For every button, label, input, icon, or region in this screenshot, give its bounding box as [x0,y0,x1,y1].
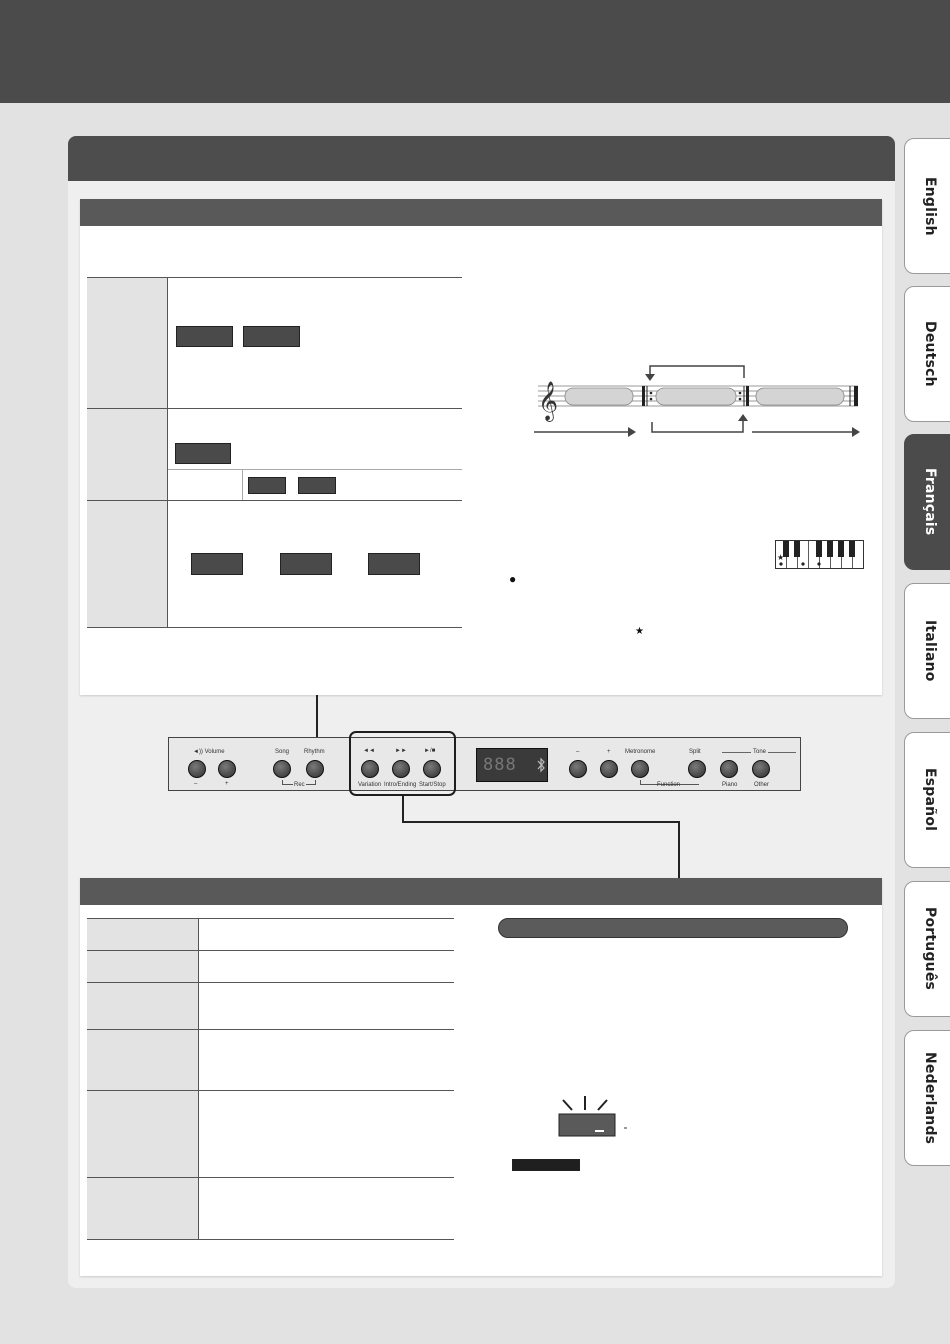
volume-down-button[interactable] [188,760,206,778]
note-label-graphic [512,1159,580,1171]
led-display: 888 [476,748,548,782]
piano-button[interactable] [720,760,738,778]
other-label: Other [754,782,770,788]
rec-label: Rec [294,782,305,788]
variation-label: Variation [358,782,382,788]
rhythm-button[interactable] [306,760,324,778]
function-label: Function [657,782,681,788]
treble-clef-icon: 𝄞 [538,381,559,421]
tab-espanol[interactable]: Español [904,732,950,868]
plus-label: + [607,749,611,755]
song-label: Song [275,749,290,755]
volume-up-button[interactable] [218,760,236,778]
minus-label: – [576,749,580,755]
other-button[interactable] [752,760,770,778]
split-button[interactable] [688,760,706,778]
play-stop-icon: ►/■ [424,748,436,754]
section-pill-header [498,918,848,938]
svg-text:★: ★ [777,553,785,562]
start-stop-label: Start/Stop [419,782,446,788]
star-icon: ★ [635,626,644,637]
bullet-icon: ● [509,572,517,586]
split-label: Split [689,749,701,755]
tab-nederlands[interactable]: Nederlands [904,1030,950,1166]
metronome-button[interactable] [631,760,649,778]
blinking-display-illustration [555,1094,635,1139]
plus-button[interactable] [600,760,618,778]
song-button[interactable] [273,760,291,778]
tab-deutsch[interactable]: Deutsch [904,286,950,422]
volume-label: ◄)) Volume [193,749,225,755]
tab-portugues[interactable]: Português [904,881,950,1017]
plus-label: + [225,781,229,787]
rhythm-label: Rhythm [304,749,325,755]
bluetooth-icon [536,757,546,773]
playback-buttons-highlight [349,731,456,796]
tab-italiano[interactable]: Italiano [904,583,950,719]
minus-button[interactable] [569,760,587,778]
tab-francais[interactable]: Français [904,434,950,570]
intro-ending-label: Intro/Ending [384,782,417,788]
metronome-label: Metronome [625,749,656,755]
tone-label: Tone [753,749,767,755]
tab-english[interactable]: English [904,138,950,274]
rhythm-controls-card-header [80,878,882,905]
rewind-icon: ◄◄ [363,748,375,754]
minus-label: – [194,781,198,787]
function-bracket-right [685,784,699,785]
piano-label: Piano [722,782,738,788]
fast-forward-icon: ►► [395,748,407,754]
